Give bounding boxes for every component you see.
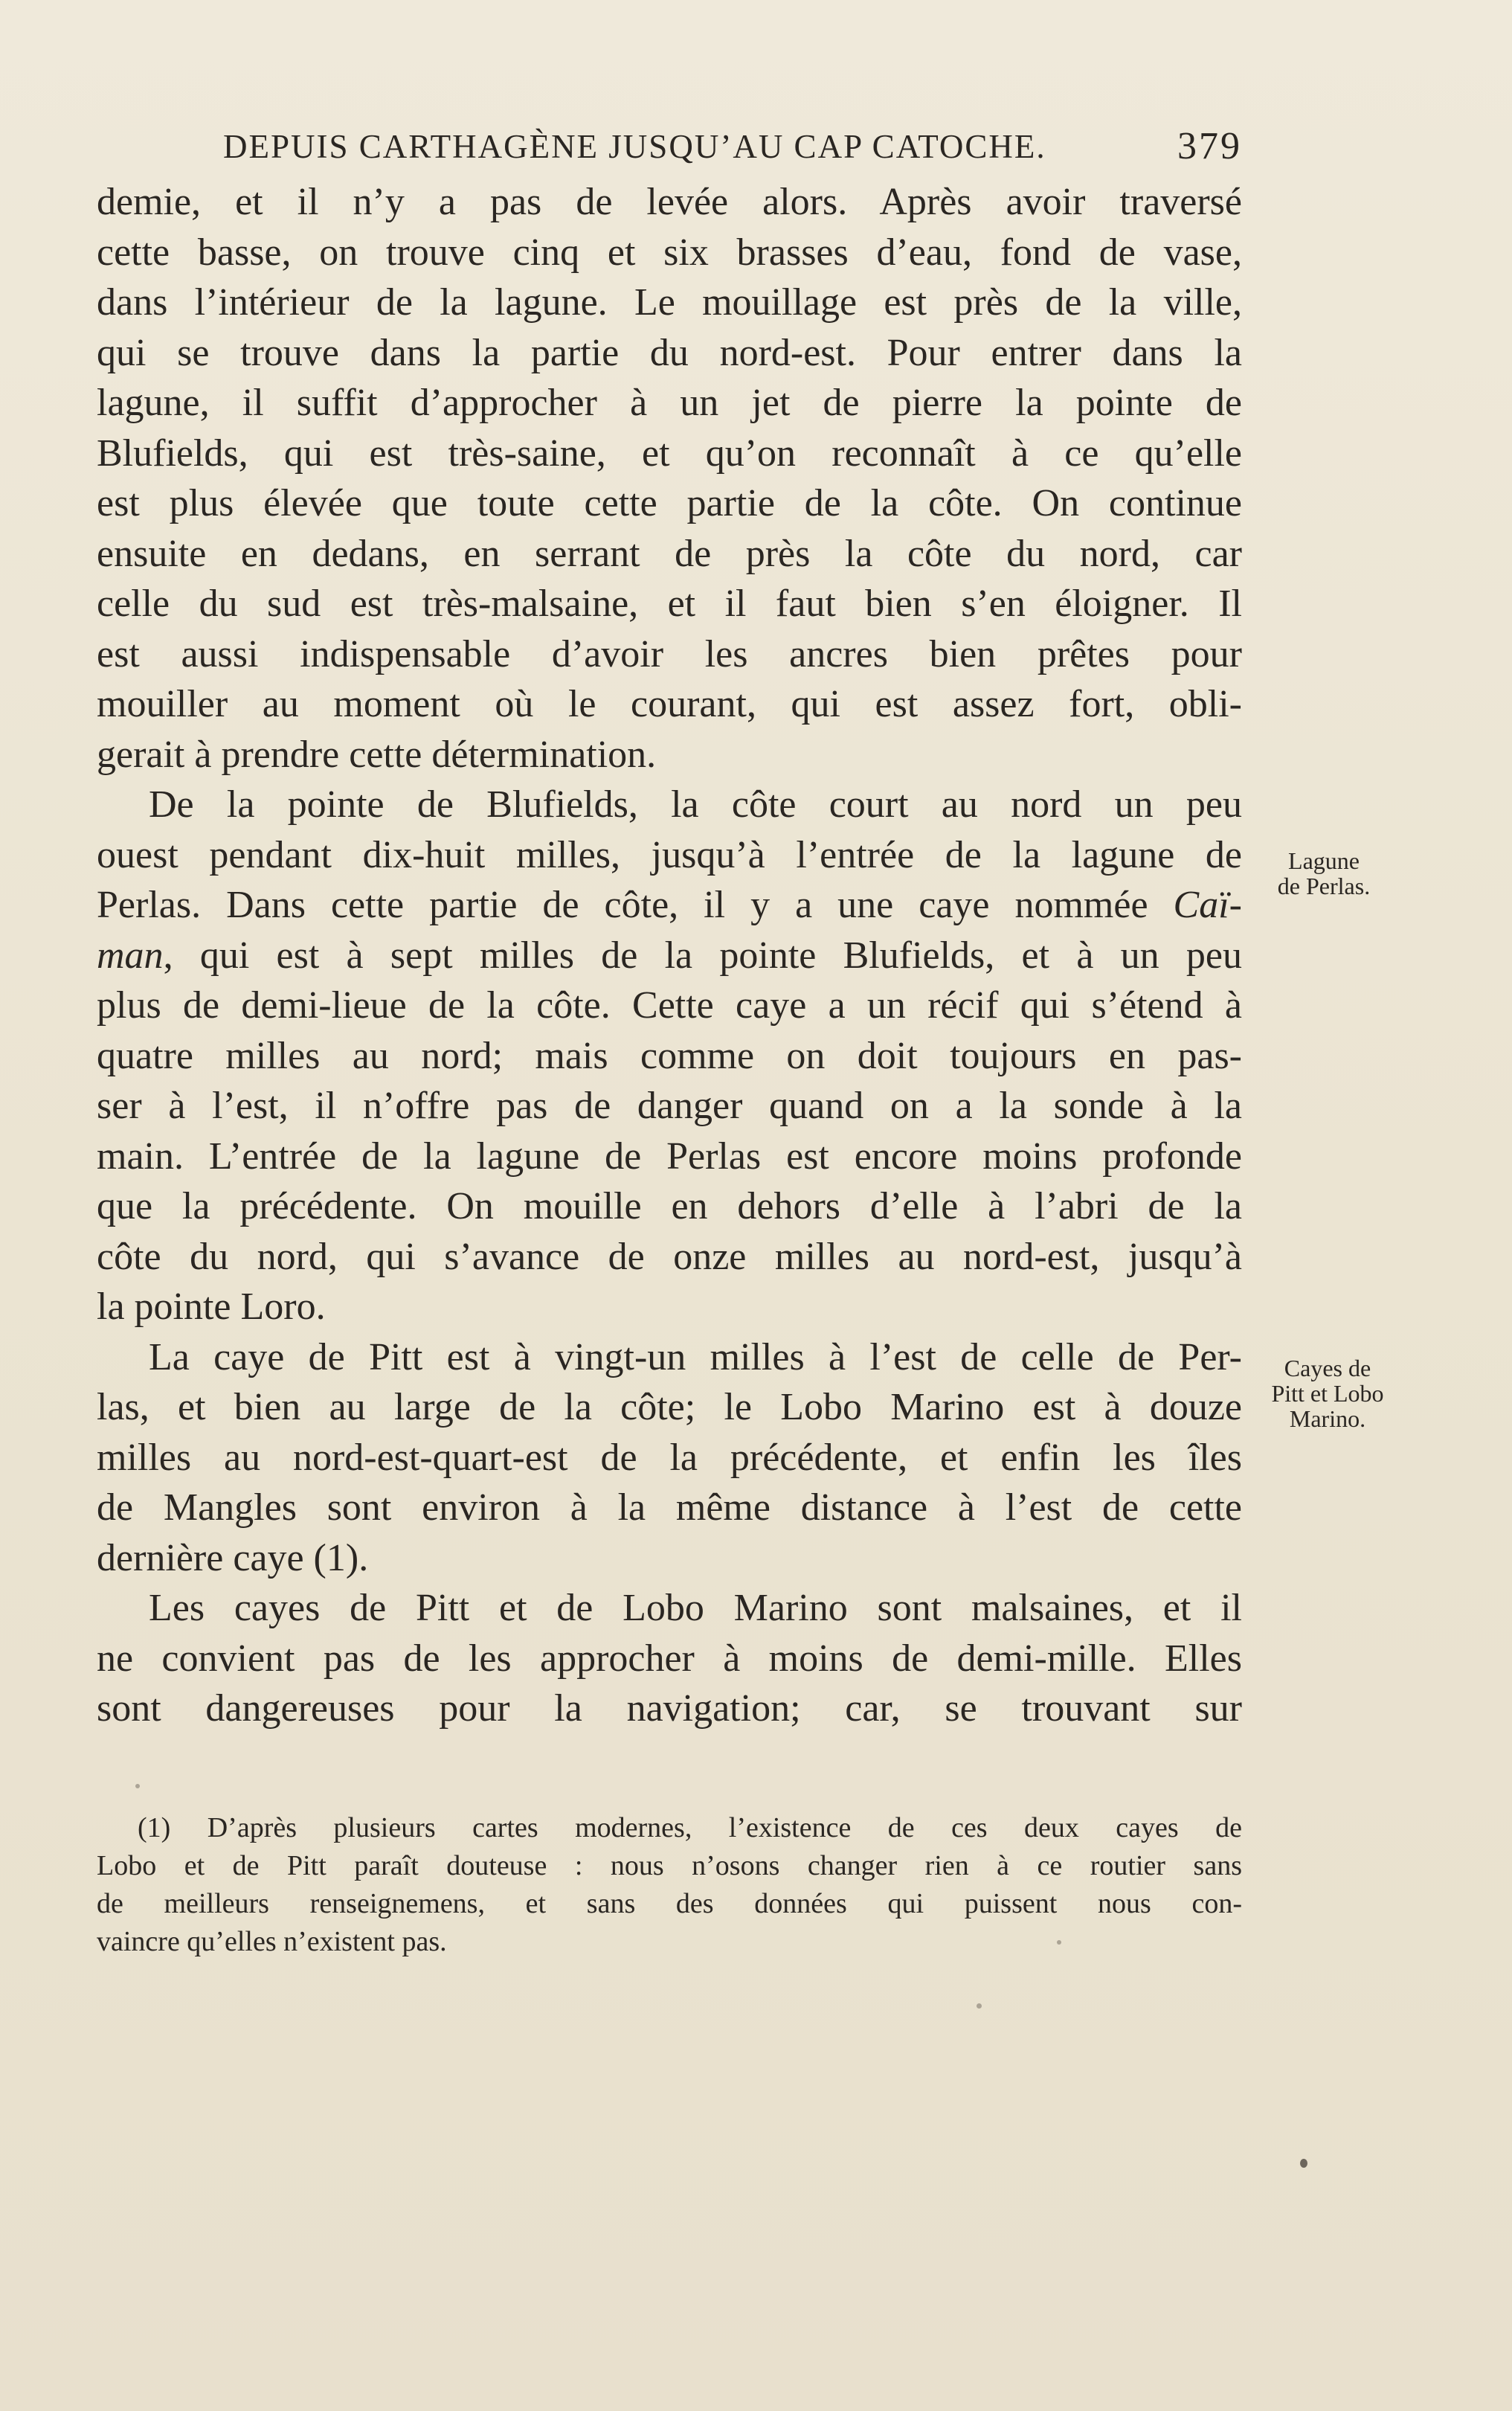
footnote: [97, 1809, 1242, 1961]
marginal-note-line: Lagune: [1288, 847, 1360, 874]
running-head: [97, 121, 1242, 173]
text-line: sont dangereuses pour la navigation; car, se trouvant sur: [97, 1687, 1242, 1730]
text-line: quatre milles au nord; mais comme on doit toujours en pas-: [97, 1034, 1242, 1077]
text-line: ser à l’est, il n’offre pas de danger quand on a la sonde à la: [97, 1085, 1242, 1127]
text-line-with-italic: [97, 931, 1242, 981]
text-line: ouest pendant dix-huit milles, jusqu’à l’entrée de la lagune de: [97, 833, 1242, 876]
text-segment: , qui est à sept milles de la pointe Blufields, et à un peu: [163, 934, 1242, 977]
text-line: qui se trouve dans la partie du nord-est. Pour entrer dans la: [97, 331, 1242, 374]
marginal-note-line: Pitt et Lobo: [1271, 1380, 1384, 1407]
paper-speck: [977, 2003, 982, 2009]
text-line: que la précédente. On mouille en dehors d’elle à l’abri de la: [97, 1185, 1242, 1227]
marginal-note-cayes: [1257, 1355, 1398, 1431]
main-text: [97, 177, 1242, 1734]
text-line: la pointe Loro.: [97, 1285, 326, 1328]
marginal-note-line: de Perlas.: [1277, 873, 1371, 899]
text-line: De la pointe de Blufields, la côte court au nord un peu: [149, 783, 1242, 826]
paper-speck: [1300, 2159, 1307, 2168]
text-line: celle du sud est très-malsaine, et il faut bien s’en éloigner. Il: [97, 582, 1242, 625]
text-line: Les cayes de Pitt et de Lobo Marino sont malsaines, et il: [149, 1587, 1242, 1629]
text-line: Blufields, qui est très-saine, et qu’on reconnaît à ce qu’elle: [97, 431, 1242, 475]
italic-text: Caï-: [1173, 884, 1242, 926]
paper-speck: [135, 1784, 140, 1788]
text-line: plus de demi-lieue de la côte. Cette caye a un récif qui s’étend à: [97, 984, 1242, 1027]
text-line: main. L’entrée de la lagune de Perlas est encore moins profonde: [97, 1134, 1242, 1178]
text-line: mouiller au moment où le courant, qui est assez fort, obli-: [97, 683, 1242, 725]
text-line: côte du nord, qui s’avance de onze milles au nord-est, jusqu’à: [97, 1235, 1242, 1278]
text-segment: Perlas. Dans cette partie de côte, il y a une caye nommée: [97, 884, 1174, 926]
paper-speck: [1057, 1940, 1061, 1945]
text-line: est plus élevée que toute cette partie de la côte. On continue: [97, 482, 1242, 524]
text-line: dernière caye (1).: [97, 1536, 369, 1579]
text-line: demie, et il n’y a pas de levée alors. Après avoir traversé: [97, 181, 1242, 223]
text-line: gerait à prendre cette détermination.: [97, 733, 657, 776]
text-line: lagune, il suffit d’approcher à un jet de pierre la pointe de: [97, 382, 1242, 424]
text-line: ensuite en dedans, en serrant de près la côte du nord, car: [97, 532, 1242, 575]
text-line: La caye de Pitt est à vingt-un milles à l’est de celle de Per-: [149, 1335, 1242, 1378]
text-line: de Mangles sont environ à la même distance à l’est de cette: [97, 1486, 1242, 1529]
text-line-with-italic: [97, 880, 1242, 931]
italic-text: man: [97, 934, 164, 977]
text-line: ne convient pas de les approcher à moins de demi-mille. Elles: [97, 1637, 1242, 1680]
running-head-title: DEPUIS CARTHAGÈNE JUSQU’AU CAP CATOCHE.: [223, 128, 1046, 165]
text-line: cette basse, on trouve cinq et six brasses d’eau, fond de vase,: [97, 231, 1242, 274]
marginal-note-line: Cayes de: [1284, 1355, 1371, 1381]
page-number: 379: [1177, 125, 1242, 167]
footnote-line: de meilleurs renseignemens, et sans des données qui puissent nous con-: [97, 1888, 1242, 1919]
text-line: est aussi indispensable d’avoir les ancres bien prêtes pour: [97, 632, 1242, 675]
text-line: milles au nord-est-quart-est de la précédente, et enfin les îles: [97, 1436, 1242, 1479]
marginal-note-line: Marino.: [1289, 1405, 1366, 1432]
footnote-line: (1) D’après plusieurs cartes modernes, l’existence de ces deux cayes de: [138, 1812, 1242, 1843]
text-line: dans l’intérieur de la lagune. Le mouillage est près de la ville,: [97, 281, 1242, 324]
marginal-note-lagune-de-perlas: [1264, 848, 1383, 899]
text-line: las, et bien au large de la côte; le Lobo Marino est à douze: [97, 1386, 1242, 1428]
footnote-line: Lobo et de Pitt paraît douteuse : nous n’osons changer rien à ce routier sans: [97, 1850, 1242, 1881]
footnote-line: vaincre qu’elles n’existent pas.: [97, 1926, 447, 1957]
